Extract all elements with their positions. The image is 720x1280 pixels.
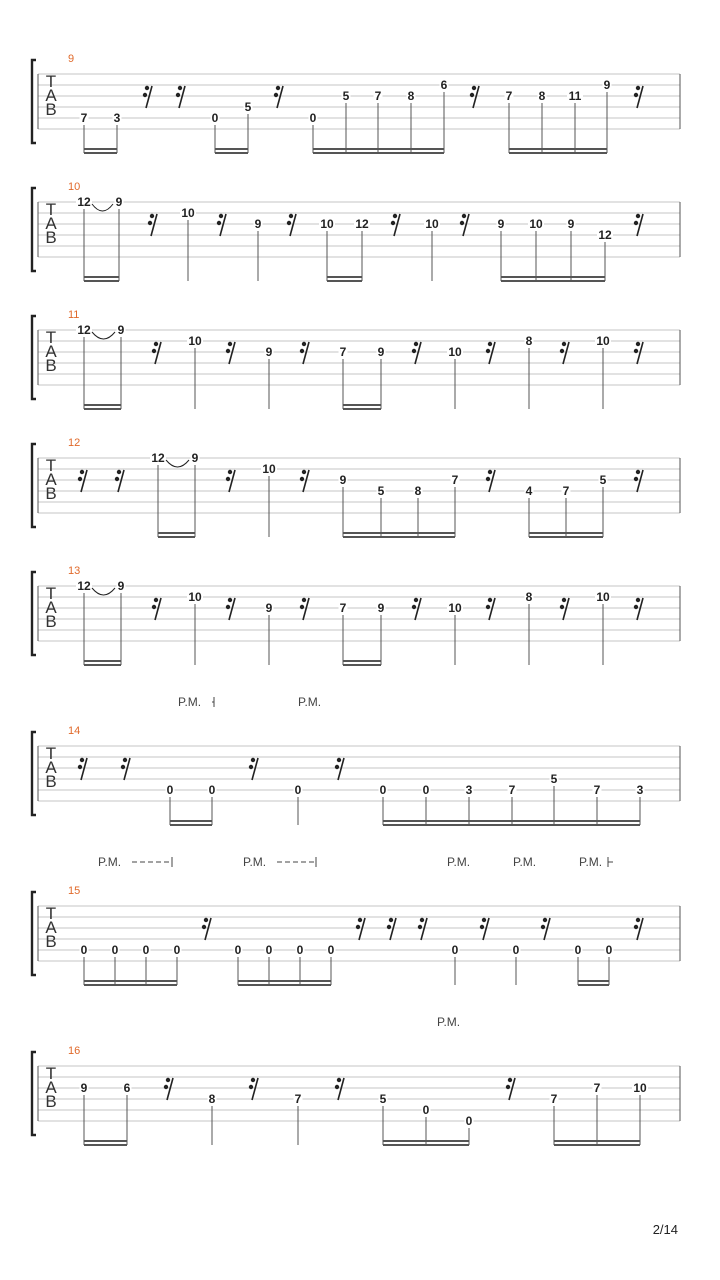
sixteenth-rest xyxy=(335,758,344,780)
palm-mute-label: P.M. xyxy=(513,855,537,869)
fret-number: 9 xyxy=(377,345,385,359)
tab-clef-letter: T xyxy=(45,456,57,475)
sixteenth-rest xyxy=(143,86,152,108)
tab-system xyxy=(32,695,680,825)
sixteenth-rest xyxy=(391,214,400,236)
tab-system xyxy=(32,565,680,665)
palm-mute-label: P.M. xyxy=(437,1015,461,1029)
tab-clef-letter: T xyxy=(45,744,57,763)
fret-number: 10 xyxy=(181,206,195,220)
fret-number: 9 xyxy=(603,78,611,92)
tab-clef-letter: T xyxy=(45,904,57,923)
fret-number: 6 xyxy=(440,78,448,92)
system-bracket xyxy=(32,732,36,815)
tab-clef-letter: A xyxy=(45,918,57,937)
fret-number: 3 xyxy=(113,111,121,125)
fret-number: 10 xyxy=(188,590,202,604)
sixteenth-rest xyxy=(226,470,235,492)
sixteenth-rest xyxy=(418,918,427,940)
sixteenth-rest xyxy=(387,918,396,940)
fret-number: 9 xyxy=(377,601,385,615)
fret-number: 5 xyxy=(550,772,558,786)
fret-number: 0 xyxy=(465,1114,473,1128)
tab-clef-letter: T xyxy=(45,72,57,91)
palm-mute-label: P.M. xyxy=(178,695,202,709)
fret-number: 0 xyxy=(309,111,317,125)
fret-number: 7 xyxy=(80,111,88,125)
system-bracket xyxy=(32,1052,36,1135)
slur xyxy=(92,332,115,339)
tab-clef-letter: A xyxy=(45,342,57,361)
sixteenth-rest xyxy=(486,342,495,364)
sixteenth-rest xyxy=(249,758,258,780)
fret-number: 10 xyxy=(262,462,276,476)
system-bracket xyxy=(32,188,36,271)
fret-number: 9 xyxy=(115,195,123,209)
fret-number: 3 xyxy=(465,783,473,797)
measure-number: 13 xyxy=(68,565,81,577)
fret-number: 0 xyxy=(422,1103,430,1117)
fret-number: 9 xyxy=(265,601,273,615)
fret-number: 0 xyxy=(296,943,304,957)
sixteenth-rest xyxy=(226,598,235,620)
fret-number: 7 xyxy=(339,345,347,359)
measure-number: 9 xyxy=(68,53,75,65)
sixteenth-rest xyxy=(460,214,469,236)
sixteenth-rest xyxy=(480,918,489,940)
tab-clef-letter: B xyxy=(45,228,57,247)
fret-number: 10 xyxy=(448,345,462,359)
fret-number: 12 xyxy=(77,323,91,337)
tab-clef-letter: A xyxy=(45,86,57,105)
sixteenth-rest xyxy=(78,470,87,492)
system-bracket xyxy=(32,572,36,655)
tab-clef-letter: B xyxy=(45,356,57,375)
fret-number: 8 xyxy=(407,89,415,103)
fret-number: 12 xyxy=(151,451,165,465)
sixteenth-rest xyxy=(634,86,643,108)
measure-number: 12 xyxy=(68,437,81,449)
system-bracket xyxy=(32,316,36,399)
fret-number: 9 xyxy=(117,579,125,593)
sixteenth-rest xyxy=(486,470,495,492)
tab-system xyxy=(32,855,680,985)
fret-number: 12 xyxy=(355,217,369,231)
tab-system xyxy=(32,53,680,153)
tab-system xyxy=(32,1015,680,1145)
fret-number: 0 xyxy=(379,783,387,797)
fret-number: 10 xyxy=(188,334,202,348)
fret-number: 0 xyxy=(265,943,273,957)
slur xyxy=(92,204,113,211)
fret-number: 9 xyxy=(117,323,125,337)
fret-number: 0 xyxy=(166,783,174,797)
palm-mute-label: P.M. xyxy=(298,695,322,709)
fret-number: 7 xyxy=(550,1092,558,1106)
tab-clef-letter: A xyxy=(45,214,57,233)
tab-clef-letter: B xyxy=(45,772,57,791)
system-bracket xyxy=(32,60,36,143)
fret-number: 7 xyxy=(451,473,459,487)
fret-number: 9 xyxy=(191,451,199,465)
fret-number: 10 xyxy=(633,1081,647,1095)
sixteenth-rest xyxy=(176,86,185,108)
sixteenth-rest xyxy=(634,214,643,236)
fret-number: 12 xyxy=(598,228,612,242)
tab-clef-letter: T xyxy=(45,584,57,603)
system-bracket xyxy=(32,892,36,975)
fret-number: 10 xyxy=(529,217,543,231)
fret-number: 7 xyxy=(562,484,570,498)
fret-number: 11 xyxy=(568,89,582,103)
sixteenth-rest xyxy=(412,342,421,364)
measure-number: 15 xyxy=(68,885,81,897)
fret-number: 0 xyxy=(142,943,150,957)
fret-number: 12 xyxy=(77,579,91,593)
fret-number: 0 xyxy=(80,943,88,957)
sixteenth-rest xyxy=(300,598,309,620)
sixteenth-rest xyxy=(226,342,235,364)
fret-number: 5 xyxy=(244,100,252,114)
tab-clef-letter: T xyxy=(45,328,57,347)
sixteenth-rest xyxy=(560,342,569,364)
sixteenth-rest xyxy=(164,1078,173,1100)
fret-number: 0 xyxy=(451,943,459,957)
fret-number: 8 xyxy=(525,590,533,604)
fret-number: 5 xyxy=(342,89,350,103)
fret-number: 7 xyxy=(505,89,513,103)
tab-clef-letter: A xyxy=(45,1078,57,1097)
tab-clef-letter: A xyxy=(45,470,57,489)
sixteenth-rest xyxy=(634,598,643,620)
palm-mute-label: P.M. xyxy=(579,855,603,869)
fret-number: 0 xyxy=(111,943,119,957)
fret-number: 0 xyxy=(211,111,219,125)
slur xyxy=(166,460,189,467)
palm-mute-label: P.M. xyxy=(98,855,122,869)
sixteenth-rest xyxy=(560,598,569,620)
sixteenth-rest xyxy=(634,342,643,364)
tab-clef-letter: B xyxy=(45,100,57,119)
fret-number: 3 xyxy=(636,783,644,797)
fret-number: 0 xyxy=(208,783,216,797)
fret-number: 10 xyxy=(596,334,610,348)
fret-number: 0 xyxy=(327,943,335,957)
tab-clef-letter: B xyxy=(45,932,57,951)
palm-mute-label: P.M. xyxy=(447,855,471,869)
tab-system xyxy=(32,181,680,281)
fret-number: 9 xyxy=(265,345,273,359)
fret-number: 0 xyxy=(173,943,181,957)
tab-clef-letter: B xyxy=(45,1092,57,1111)
sixteenth-rest xyxy=(217,214,226,236)
fret-number: 9 xyxy=(497,217,505,231)
fret-number: 0 xyxy=(605,943,613,957)
fret-number: 7 xyxy=(508,783,516,797)
sixteenth-rest xyxy=(356,918,365,940)
fret-number: 8 xyxy=(525,334,533,348)
sixteenth-rest xyxy=(541,918,550,940)
sixteenth-rest xyxy=(335,1078,344,1100)
fret-number: 7 xyxy=(374,89,382,103)
fret-number: 0 xyxy=(574,943,582,957)
sixteenth-rest xyxy=(78,758,87,780)
sixteenth-rest xyxy=(412,598,421,620)
sixteenth-rest xyxy=(300,470,309,492)
fret-number: 7 xyxy=(593,1081,601,1095)
sixteenth-rest xyxy=(148,214,157,236)
sixteenth-rest xyxy=(287,214,296,236)
fret-number: 10 xyxy=(596,590,610,604)
page-number: 2/14 xyxy=(652,1222,678,1237)
fret-number: 10 xyxy=(425,217,439,231)
tab-system xyxy=(32,309,680,409)
fret-number: 7 xyxy=(339,601,347,615)
measure-number: 11 xyxy=(68,309,80,321)
sixteenth-rest xyxy=(274,86,283,108)
fret-number: 9 xyxy=(80,1081,88,1095)
sixteenth-rest xyxy=(249,1078,258,1100)
measure-number: 10 xyxy=(68,181,81,193)
tab-clef-letter: A xyxy=(45,758,57,777)
fret-number: 9 xyxy=(339,473,347,487)
fret-number: 0 xyxy=(294,783,302,797)
fret-number: 8 xyxy=(538,89,546,103)
palm-mute-label: P.M. xyxy=(243,855,267,869)
fret-number: 8 xyxy=(414,484,422,498)
fret-number: 8 xyxy=(208,1092,216,1106)
tab-clef-letter: T xyxy=(45,1064,57,1083)
sixteenth-rest xyxy=(300,342,309,364)
sixteenth-rest xyxy=(506,1078,515,1100)
fret-number: 10 xyxy=(448,601,462,615)
fret-number: 7 xyxy=(593,783,601,797)
fret-number: 6 xyxy=(123,1081,131,1095)
system-bracket xyxy=(32,444,36,527)
tab-clef-letter: B xyxy=(45,484,57,503)
sixteenth-rest xyxy=(486,598,495,620)
fret-number: 5 xyxy=(599,473,607,487)
sixteenth-rest xyxy=(470,86,479,108)
fret-number: 5 xyxy=(377,484,385,498)
fret-number: 7 xyxy=(294,1092,302,1106)
sixteenth-rest xyxy=(152,342,161,364)
fret-number: 0 xyxy=(422,783,430,797)
fret-number: 0 xyxy=(234,943,242,957)
sixteenth-rest xyxy=(202,918,211,940)
sixteenth-rest xyxy=(634,918,643,940)
fret-number: 5 xyxy=(379,1092,387,1106)
measure-number: 14 xyxy=(68,725,81,737)
fret-number: 0 xyxy=(512,943,520,957)
fret-number: 4 xyxy=(525,484,533,498)
slur xyxy=(92,588,115,595)
tab-system xyxy=(32,437,680,537)
tab-clef-letter: A xyxy=(45,598,57,617)
fret-number: 12 xyxy=(77,195,91,209)
tab-clef-letter: B xyxy=(45,612,57,631)
sixteenth-rest xyxy=(152,598,161,620)
sixteenth-rest xyxy=(115,470,124,492)
sixteenth-rest xyxy=(634,470,643,492)
sixteenth-rest xyxy=(121,758,130,780)
measure-number: 16 xyxy=(68,1045,81,1057)
fret-number: 9 xyxy=(567,217,575,231)
tab-clef-letter: T xyxy=(45,200,57,219)
fret-number: 9 xyxy=(254,217,262,231)
fret-number: 10 xyxy=(320,217,334,231)
